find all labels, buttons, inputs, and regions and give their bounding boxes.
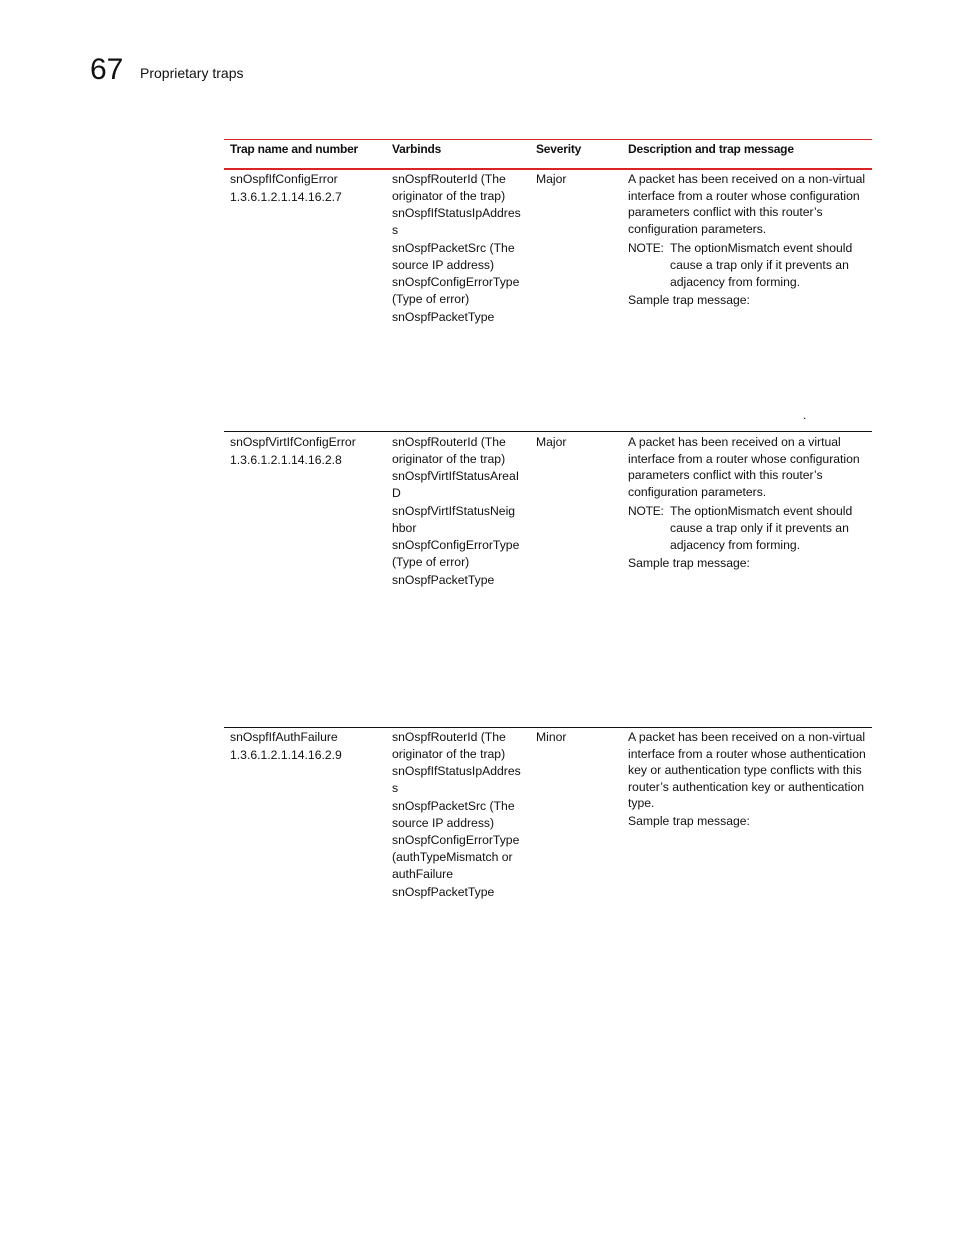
note-text: The optionMismatch event should cause a trap only if it prevents an adjacency from forming.	[670, 504, 853, 552]
varbind: snOspfIfStatusIpAddres s	[392, 764, 521, 796]
table-header-rule	[224, 168, 872, 170]
severity: Major	[536, 435, 567, 449]
column-header-trap-name: Trap name and number	[230, 142, 359, 156]
varbind: snOspfRouterId (The originator of the trap)	[392, 172, 506, 203]
column-header-severity: Severity	[536, 142, 582, 156]
column-header-varbinds: Varbinds	[392, 142, 442, 156]
varbind: snOspfPacketSrc (The source IP address)	[392, 798, 515, 830]
varbind: snOspfRouterId (The originator of the trap)	[392, 730, 506, 761]
trap-name-cell	[230, 729, 380, 765]
trap-name-cell	[230, 434, 380, 470]
column-header-description: Description and trap message	[628, 142, 794, 156]
trap-name: snOspfIfConfigError	[230, 172, 338, 186]
row-divider	[224, 727, 872, 728]
varbinds-cell	[392, 729, 528, 901]
note-text: The optionMismatch event should cause a trap only if it prevents an adjacency from forming.	[670, 241, 853, 289]
chapter-title: Proprietary traps	[140, 65, 244, 81]
trap-number: 1.3.6.1.2.1.14.16.2.7	[230, 189, 342, 204]
note	[628, 240, 868, 290]
table-top-rule	[224, 139, 872, 140]
varbind: snOspfPacketType	[392, 884, 495, 899]
description-cell	[628, 729, 868, 831]
varbind: snOspfConfigErrorType (Type of error)	[392, 275, 520, 307]
trap-name: snOspfIfAuthFailure	[230, 730, 338, 744]
varbind: snOspfVirtIfStatusAreaI D	[392, 469, 520, 501]
note	[628, 503, 868, 553]
varbind: snOspfConfigErrorType (authTypeMismatch or authFailure	[392, 833, 520, 881]
description-text: A packet has been received on a non-virtual interface from a router whose configuration parameters conflict with this router’s configuration parameters.	[628, 172, 866, 236]
varbind: snOspfRouterId (The originator of the trap)	[392, 435, 506, 466]
varbinds-cell	[392, 171, 528, 327]
varbind: snOspfIfStatusIpAddres s	[392, 206, 521, 238]
trap-name-cell	[230, 171, 380, 207]
description-text: A packet has been received on a virtual interface from a router whose configuration parameters conflict with this router’s configuration parameters.	[628, 435, 860, 499]
sample-trap-label: Sample trap message:	[628, 814, 750, 829]
chapter-number: 67	[90, 53, 124, 86]
description-text: A packet has been received on a non-virtual interface from a router whose authentication key or authentication type conflicts with this router’s authentication key or authentication type.	[628, 730, 866, 811]
varbind: snOspfConfigErrorType (Type of error)	[392, 538, 520, 570]
varbind: snOspfPacketSrc (The source IP address)	[392, 240, 515, 272]
varbind: snOspfVirtIfStatusNeig hbor	[392, 503, 516, 535]
varbind: snOspfPacketType	[392, 572, 495, 587]
note-label: NOTE:	[628, 504, 664, 519]
varbind: snOspfPacketType	[392, 309, 495, 324]
sample-trap-label: Sample trap message:	[628, 293, 750, 308]
trap-number: 1.3.6.1.2.1.14.16.2.9	[230, 747, 342, 762]
trailing-period: .	[803, 408, 807, 422]
note-label: NOTE:	[628, 241, 664, 256]
sample-trap-label: Sample trap message:	[628, 556, 750, 571]
row-divider	[224, 431, 872, 432]
varbinds-cell	[392, 434, 528, 590]
trap-name: snOspfVirtIfConfigError	[230, 435, 356, 449]
severity: Minor	[536, 730, 567, 744]
description-cell	[628, 434, 868, 573]
trap-number: 1.3.6.1.2.1.14.16.2.8	[230, 452, 342, 467]
severity: Major	[536, 172, 567, 186]
description-cell	[628, 171, 868, 310]
